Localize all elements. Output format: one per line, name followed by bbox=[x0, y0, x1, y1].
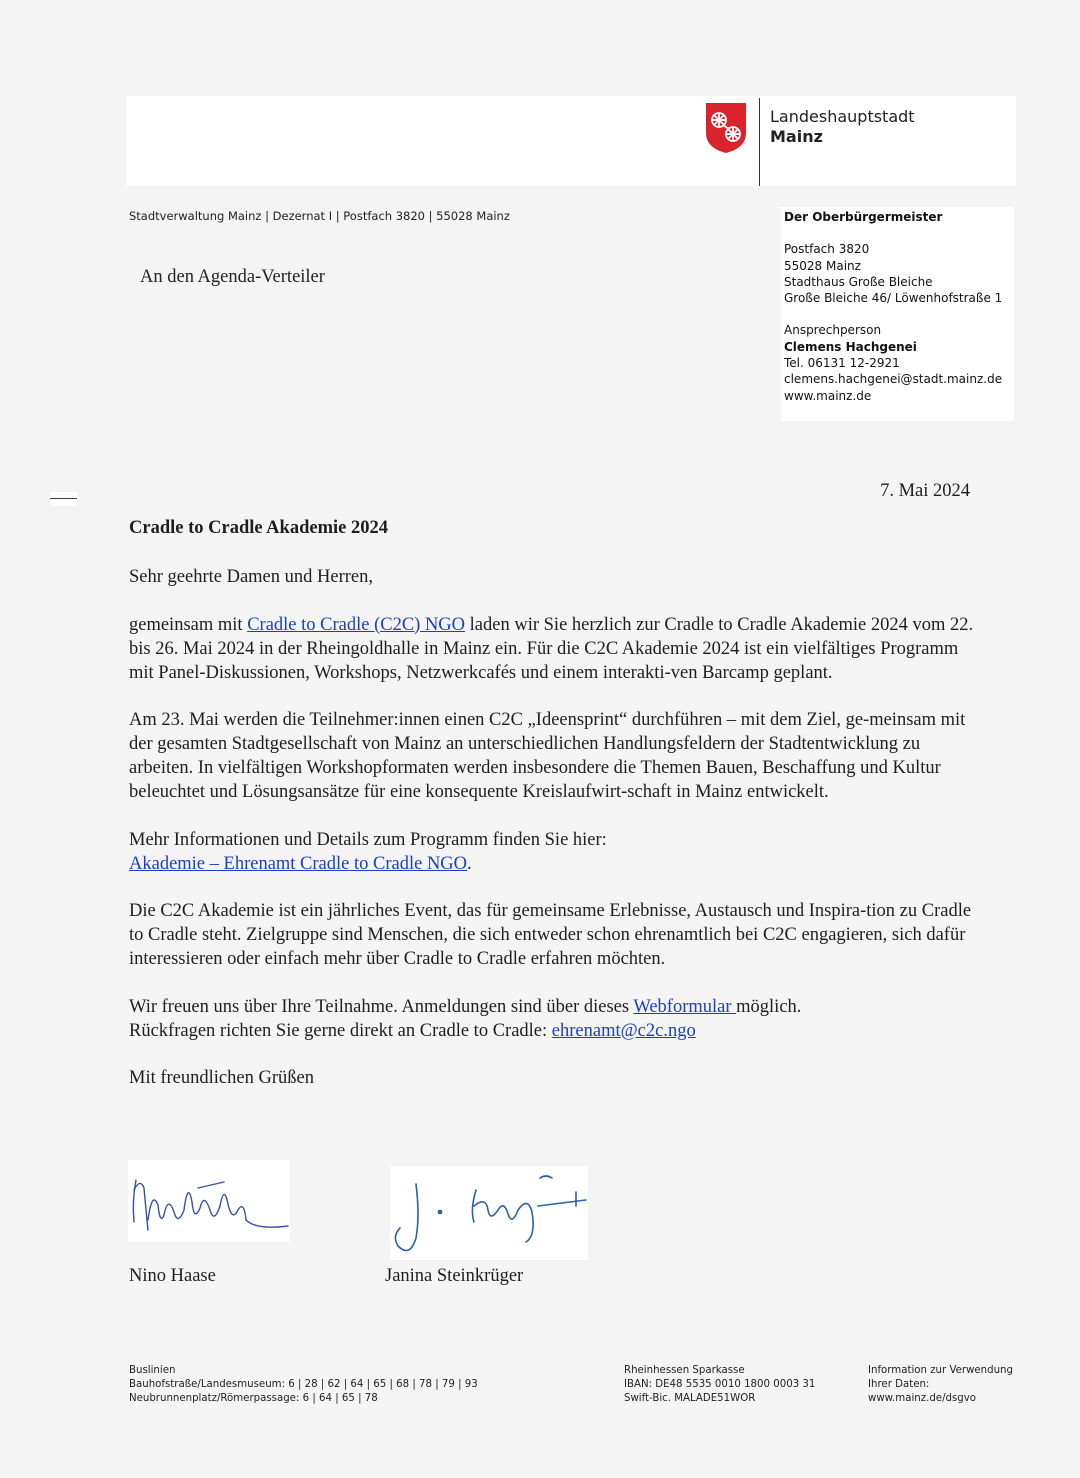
letter-date: 7. Mai 2024 bbox=[880, 481, 970, 501]
paragraph-1 bbox=[129, 613, 979, 685]
letter-subject: Cradle to Cradle Akademie 2024 bbox=[129, 518, 388, 538]
sidebar-building: Stadthaus Große Bleiche bbox=[784, 274, 933, 289]
letterhead-divider bbox=[759, 98, 760, 186]
sender-address-line: Stadtverwaltung Mainz | Dezernat I | Postfach 3820 | 55028 Mainz bbox=[129, 209, 510, 223]
paragraph-4: Die C2C Akademie ist ein jährliches Event, das für gemeinsame Erlebnisse, Austausch und Inspira-tion zu Cradle to Cradle steht. Zielgruppe sind Menschen, die sich entweder schon ehrenamtlich bei C2C engagieren, sich dafür interessieren oder einfach mehr über Cradle to Cradle erfahren möchten. bbox=[129, 901, 972, 969]
city-line-1: Landeshauptstadt bbox=[770, 107, 915, 126]
recipient: An den Agenda-Verteiler bbox=[140, 267, 325, 287]
footer-bus-line-1: Bauhofstraße/Landesmuseum: 6 | 28 | 62 | 64 | 65 | 68 | 78 | 79 | 93 bbox=[129, 1379, 478, 1390]
signer-2-name: Janina Steinkrüger bbox=[385, 1266, 524, 1286]
footer-bus-line-2: Neubrunnenplatz/Römerpassage: 6 | 64 | 65 | 78 bbox=[129, 1393, 378, 1404]
city-line-2: Mainz bbox=[770, 127, 823, 146]
sidebar-email[interactable]: clemens.hachgenei@stadt.mainz.de bbox=[784, 372, 1003, 387]
contact-sidebar bbox=[781, 207, 1014, 421]
footer-bus-info bbox=[129, 1364, 478, 1406]
paragraph-3 bbox=[129, 828, 979, 876]
sidebar-web[interactable]: www.mainz.de bbox=[784, 388, 872, 403]
paragraph-2: Am 23. Mai werden die Teilnehmer:innen einen C2C „Ideensprint“ durchführen – mit dem Ziel, ge-meinsam mit der gesamten Stadtgesellschaft von Mainz an unterschiedlichen Handlungsfeldern der Stadtentwicklung zu arbeiten. In vielfältigen Workshopformaten werden insbesondere die Themen Bauen, Beschaffung und Kultur beleuchtet und Lösungsansätze für eine konsequente Kreislaufwirt-schaft in Mainz entwickelt. bbox=[129, 710, 966, 802]
mainz-wheel-crest-icon bbox=[706, 103, 746, 153]
footer-bank-name: Rheinhessen Sparkasse bbox=[624, 1365, 745, 1376]
paragraph-3-suffix: . bbox=[467, 853, 472, 874]
email-link[interactable]: ehrenamt@c2c.ngo bbox=[551, 1020, 696, 1041]
paragraph-1-prefix: gemeinsam mit bbox=[129, 614, 248, 635]
paragraph-1-text: laden wir Sie herzlich zur Cradle to Cradle Akademie 2024 vom 22. bis 26. Mai 2024 in der Rheingoldhalle in Mainz ein. Für die C2C Akademie 2024 ist ein vielfältiges Programm mit Panel-Diskussionen, Workshops, Netzwerkcafés und einem interakti-ven Barcamp geplant. bbox=[129, 614, 974, 683]
sidebar-contact-name: Clemens Hachgenei bbox=[784, 339, 917, 354]
footer-info-line-2: Ihrer Daten: bbox=[868, 1379, 930, 1390]
sidebar-plz: 55028 Mainz bbox=[784, 258, 861, 273]
signature-janina-steinkrueger bbox=[390, 1166, 588, 1260]
closing: Mit freundlichen Grüßen bbox=[129, 1068, 314, 1088]
paragraph-5-suffix: möglich. bbox=[736, 996, 802, 1017]
letter-body bbox=[129, 565, 979, 1114]
footer-info-line-1: Information zur Verwendung bbox=[868, 1365, 1013, 1376]
sidebar-street: Große Bleiche 46/ Löwenhofstraße 1 bbox=[784, 291, 1003, 306]
salutation: Sehr geehrte Damen und Herren, bbox=[129, 567, 373, 587]
footer-bank-info bbox=[624, 1364, 815, 1406]
paragraph-5-prefix: Wir freuen uns über Ihre Teilnahme. Anmeldungen sind über dieses bbox=[129, 996, 634, 1017]
signature-nino-haase bbox=[128, 1160, 290, 1242]
footer-swift: Swift-Bic. MALADE51WOR bbox=[624, 1393, 756, 1404]
city-name bbox=[770, 107, 915, 147]
footer-iban: IBAN: DE48 5535 0010 1800 0003 31 bbox=[624, 1379, 816, 1390]
paragraph-5-line2: Rückfragen richten Sie gerne direkt an Cradle to Cradle: bbox=[129, 1020, 552, 1041]
paragraph-3-text: Mehr Informationen und Details zum Programm finden Sie hier: bbox=[129, 829, 607, 850]
footer-privacy-info bbox=[868, 1364, 1013, 1406]
fold-mark bbox=[50, 492, 77, 506]
sidebar-postfach: Postfach 3820 bbox=[784, 242, 870, 257]
signer-1-name: Nino Haase bbox=[129, 1266, 216, 1286]
c2c-ngo-link[interactable]: Cradle to Cradle (C2C) NGO bbox=[247, 614, 466, 635]
sidebar-title: Der Oberbürgermeister bbox=[784, 210, 943, 224]
paragraph-5 bbox=[129, 995, 979, 1043]
sidebar-contact-label: Ansprechperson bbox=[784, 323, 882, 338]
sidebar-phone: Tel. 06131 12-2921 bbox=[784, 356, 900, 371]
footer-bus-title: Buslinien bbox=[129, 1365, 176, 1376]
webformular-link[interactable]: Webformular bbox=[633, 996, 737, 1017]
akademie-link[interactable]: Akademie – Ehrenamt Cradle to Cradle NGO bbox=[129, 853, 468, 874]
footer-info-line-3[interactable]: www.mainz.de/dsgvo bbox=[868, 1393, 977, 1404]
